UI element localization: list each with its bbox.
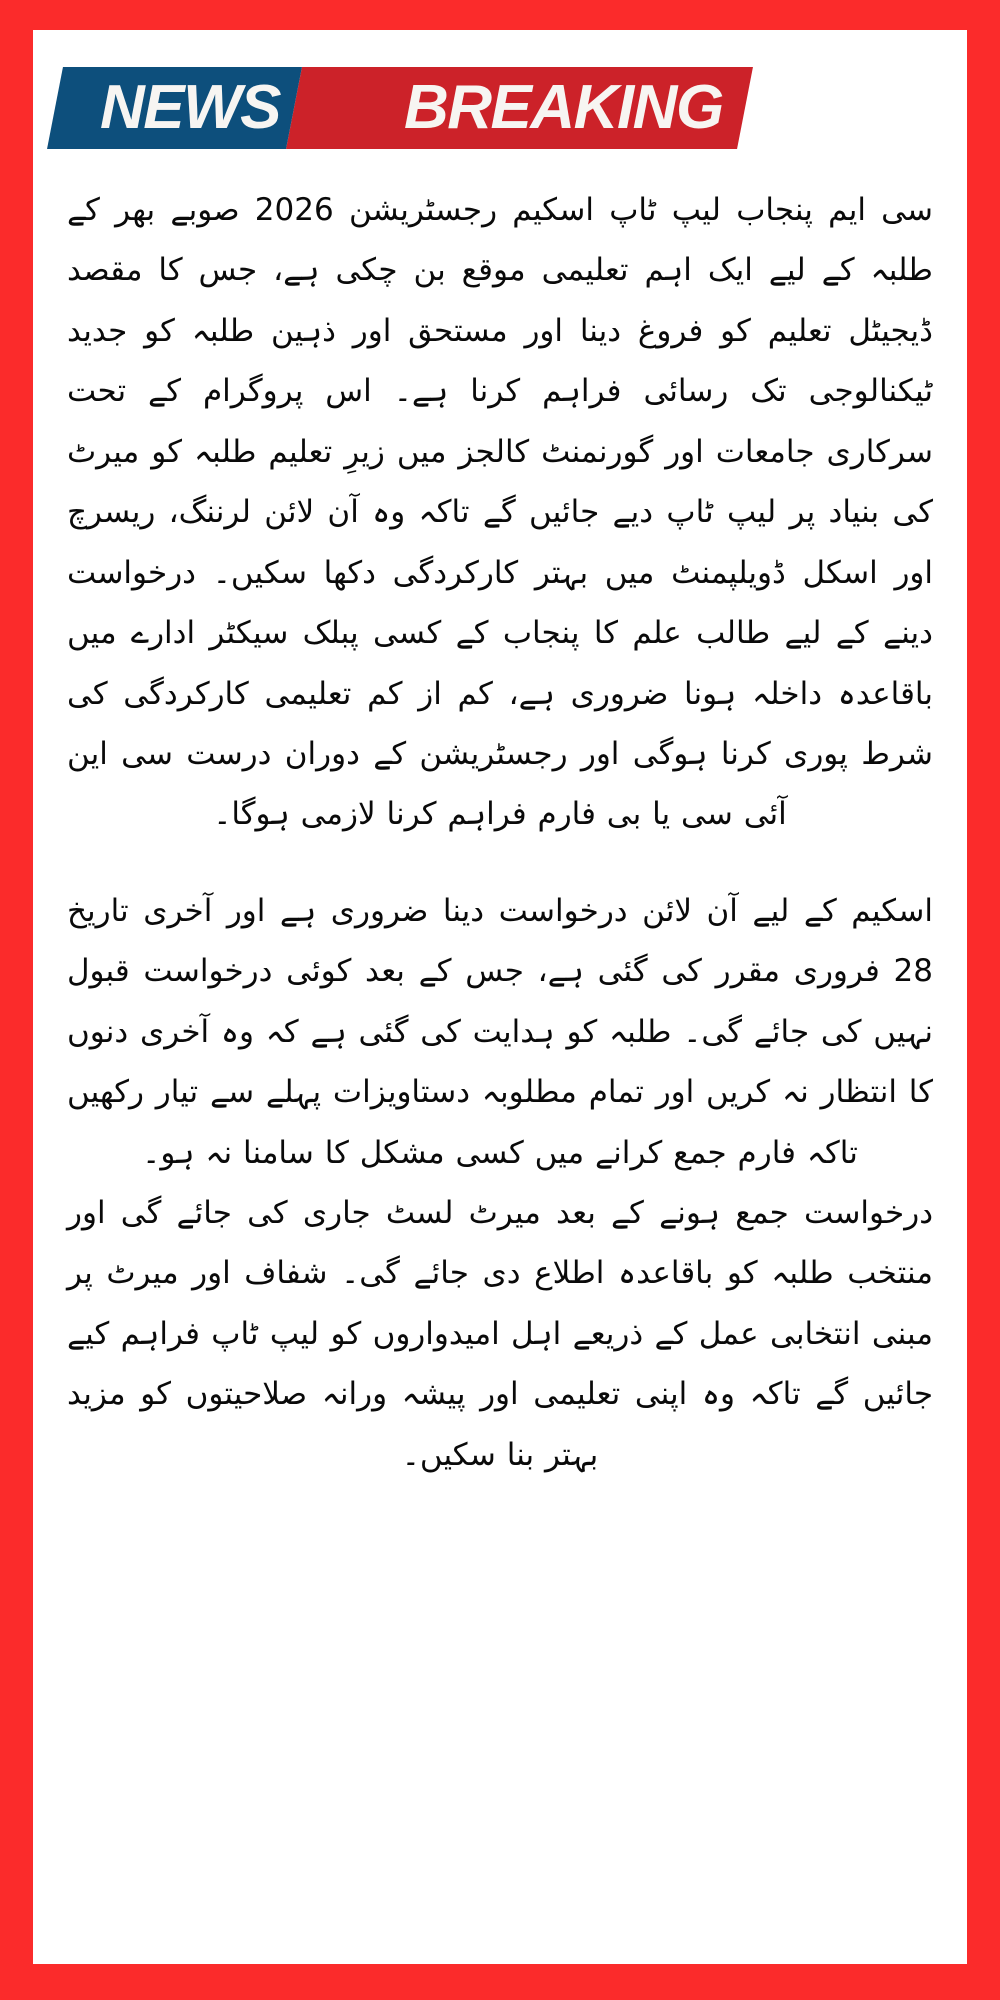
breaking-news-banner (33, 67, 967, 165)
banner-word-news: NEWS (100, 73, 280, 142)
article-paragraph-2: اسکیم کے لیے آن لائن درخواست دینا ضروری ہے اور آخری تاریخ 28 فروری مقرر کی گئی ہے، جس کے بعد کوئی درخواست قبول نہیں کی جائے گی۔ طلبہ کو ہدایت کی گئی ہے کہ وہ آخری دنوں کا انتظار نہ کریں اور تمام مطلوبہ دستاویزات پہلے سے تیار رکھیں تاکہ فارم جمع کرانے میں کسی مشکل کا سامنا نہ ہو۔ (67, 892, 933, 1171)
article-paragraph-1: سی ایم پنجاب لیپ ٹاپ اسکیم رجسٹریشن 2026 صوبے بھر کے طلبہ کے لیے ایک اہم تعلیمی موقع بن چکی ہے، جس کا مقصد ڈیجیٹل تعلیم کو فروغ دینا اور مستحق اور ذہین طلبہ کو جدید ٹیکنالوجی تک رسائی فراہم کرنا ہے۔ اس پروگرام کے تحت سرکاری جامعات اور گورنمنٹ کالجز میں زیرِ تعلیم طلبہ کو میرٹ کی بنیاد پر لیپ ٹاپ دیے جائیں گے تاکہ وہ آن لائن لرننگ، ریسرچ اور اسکل ڈویلپمنٹ میں بہتر کارکردگی دکھا سکیں۔ درخواست دینے کے لیے طالب علم کا پنجاب کے کسی پبلک سیکٹر ادارے میں باقاعدہ داخلہ ہونا ضروری ہے، کم از کم تعلیمی کارکردگی کی شرط پوری کرنا ہوگی اور رجسٹریشن کے دوران درست سی این آئی سی یا بی فارم فراہم کرنا لازمی ہوگا۔ (67, 192, 933, 833)
article-paragraph-3: درخواست جمع ہونے کے بعد میرٹ لسٹ جاری کی جائے گی اور منتخب طلبہ کو باقاعدہ اطلاع دی جائے گی۔ شفاف اور میرٹ پر مبنی انتخابی عمل کے ذریعے اہل امیدواروں کو لیپ ٹاپ فراہم کیے جائیں گے تاکہ وہ اپنی تعلیمی اور پیشہ ورانہ صلاحیتوں کو مزید بہتر بنا سکیں۔ (67, 1195, 933, 1473)
banner-word-breaking: BREAKING (404, 73, 723, 142)
banner-red-segment (286, 67, 753, 149)
banner-blue-segment (47, 67, 302, 149)
article-body (67, 180, 933, 1954)
banner-skew-group (47, 67, 753, 149)
content-card (33, 30, 967, 1964)
